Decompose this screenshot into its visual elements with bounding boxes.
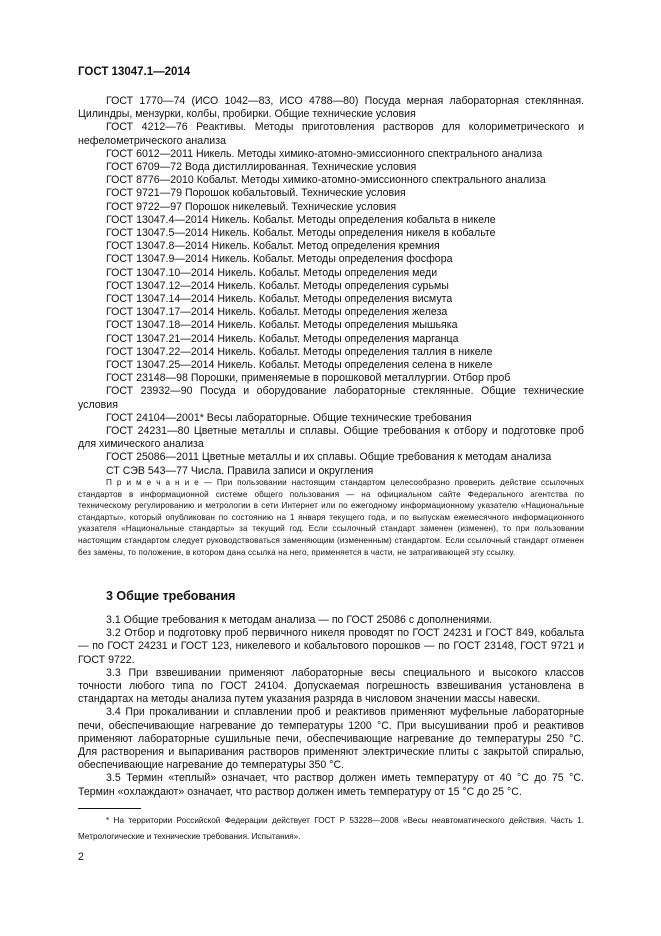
- requirement-item: 3.5 Термин «теплый» означает, что раствор должен иметь температуру от 40 °С до 75 °С. Термин «охлаждают» означает, что раствор должен иметь температуру от 15 °С до 25 °С.: [78, 772, 584, 798]
- reference-item: ГОСТ 13047.4—2014 Никель. Кобальт. Методы определения кобальта в никеле: [106, 213, 496, 226]
- document-header: ГОСТ 13047.1—2014: [78, 66, 191, 78]
- reference-item: ГОСТ 13047.9—2014 Никель. Кобальт. Методы определения фосфора: [106, 253, 453, 266]
- reference-item: ГОСТ 13047.5—2014 Никель. Кобальт. Методы определения никеля в кобальте: [106, 227, 496, 240]
- reference-item: ГОСТ 23148—98 Порошки, применяемые в порошковой металлургии. Отбор проб: [106, 372, 511, 385]
- reference-item: ГОСТ 13047.17—2014 Никель. Кобальт. Методы определения железа: [106, 306, 448, 319]
- footnote: * На территории Российской Федерации действует ГОСТ Р 53228—2008 «Весы неавтоматического действия. Часть 1. Метрологические и технические требования. Испытания».: [78, 816, 584, 841]
- references-note: П р и м е ч а н и е — При пользовании настоящим стандартом целесообразно проверить действие ссылочных стандартов в информационной системе общего пользования — на официальном сайте Федерального агентства по техническому регулированию и метрологии в сети Интернет или по ежегодному информационному указателю «Национальные стандарты», который опубликован по состоянию на 1 января текущего года, и по выпускам ежемесячного информационного указателя «Национальные стандарты» за текущий год. Если ссылочный стандарт заменен (изменен), то при пользовании настоящим стандартом следует руководствоваться заменяющим (измененным) стандартом. Если ссылочный стандарт отменен без замены, то положение, в котором дана ссылка на него, применяется в части, не затрагивающей эту ссылку.: [78, 478, 584, 557]
- requirements-list: [78, 614, 584, 799]
- reference-item: ГОСТ 25086—2011 Цветные металлы и их сплавы. Общие требования к методам анализа: [106, 451, 552, 464]
- requirement-item: 3.2 Отбор и подготовку проб первичного никеля проводят по ГОСТ 24231 и ГОСТ 849, кобальта — по ГОСТ 24231 и ГОСТ 123, никелевого и кобальтового порошков — по ГОСТ 23148, ГОСТ 9721 и ГОСТ 9722.: [78, 627, 584, 666]
- reference-item: СТ СЭВ 543—77 Числа. Правила записи и округления: [106, 464, 374, 477]
- reference-item: ГОСТ 24231—80 Цветные металлы и сплавы. Общие требования к отбору и подготовке проб для химического анализа: [78, 425, 584, 451]
- reference-item: ГОСТ 13047.14—2014 Никель. Кобальт. Методы определения висмута: [106, 293, 453, 306]
- reference-item: ГОСТ 9721—79 Порошок кобальтовый. Технические условия: [106, 187, 406, 200]
- requirement-item: 3.4 При прокаливании и сплавлении проб и реактивов применяют муфельные лабораторные печи, обеспечивающие нагревание до температуры 1200 °С. При высушивании проб и реактивов применяют лабораторные сушильные печи, обеспечивающие нагревание до температуры 250 °С. Для растворения и выпаривания растворов применяют электрические плиты с закрытой спиралью, обеспечивающие нагревание до температуры 350 °С.: [78, 706, 584, 772]
- reference-item: ГОСТ 4212—76 Реактивы. Методы приготовления растворов для колориметрического и нефелометрического анализа: [78, 121, 584, 147]
- reference-item: ГОСТ 13047.8—2014 Никель. Кобальт. Метод определения кремния: [106, 240, 440, 253]
- section-title: 3 Общие требования: [106, 589, 236, 603]
- reference-item: ГОСТ 1770—74 (ИСО 1042—83, ИСО 4788—80) Посуда мерная лабораторная стеклянная. Цилиндры, мензурки, колбы, пробирки. Общие технические условия: [78, 95, 584, 121]
- reference-item: ГОСТ 6709—72 Вода дистиллированная. Технические условия: [106, 161, 417, 174]
- reference-item: ГОСТ 13047.25—2014 Никель. Кобальт. Методы определения селена в никеле: [106, 359, 493, 372]
- reference-item: ГОСТ 13047.10—2014 Никель. Кобальт. Методы определения меди: [106, 266, 438, 279]
- footnote-divider: [78, 808, 141, 809]
- reference-item: ГОСТ 9722—97 Порошок никелевый. Технические условия: [106, 200, 397, 213]
- reference-item: ГОСТ 6012—2011 Никель. Методы химико-атомно-эмиссионного спектрального анализа: [106, 147, 543, 160]
- reference-item: ГОСТ 13047.22—2014 Никель. Кобальт. Методы определения таллия в никеле: [106, 345, 493, 358]
- reference-item: ГОСТ 23932—90 Посуда и оборудование лабораторные стеклянные. Общие технические условия: [78, 385, 584, 411]
- page-number: 2: [78, 851, 84, 863]
- reference-item: ГОСТ 8776—2010 Кобальт. Методы химико-атомно-эмиссионного спектрального анализа: [106, 174, 546, 187]
- reference-item: ГОСТ 13047.18—2014 Никель. Кобальт. Методы определения мышьяка: [106, 319, 458, 332]
- reference-item: ГОСТ 24104—2001* Весы лабораторные. Общие технические требования: [106, 411, 472, 424]
- reference-item: ГОСТ 13047.12—2014 Никель. Кобальт. Методы определения сурьмы: [106, 279, 449, 292]
- reference-item: ГОСТ 13047.21—2014 Никель. Кобальт. Методы определения марганца: [106, 332, 459, 345]
- requirement-item: 3.3 При взвешивании применяют лабораторные весы специального и высокого классов точности любого типа по ГОСТ 24104. Допускаемая погрешность взвешивания установлена в стандартах на методы анализа путем указания разряда в числовом значении массы навески.: [78, 666, 584, 706]
- normative-references-list: [78, 95, 584, 478]
- requirement-item: 3.1 Общие требования к методам анализа — по ГОСТ 25086 с дополнениями.: [106, 614, 493, 626]
